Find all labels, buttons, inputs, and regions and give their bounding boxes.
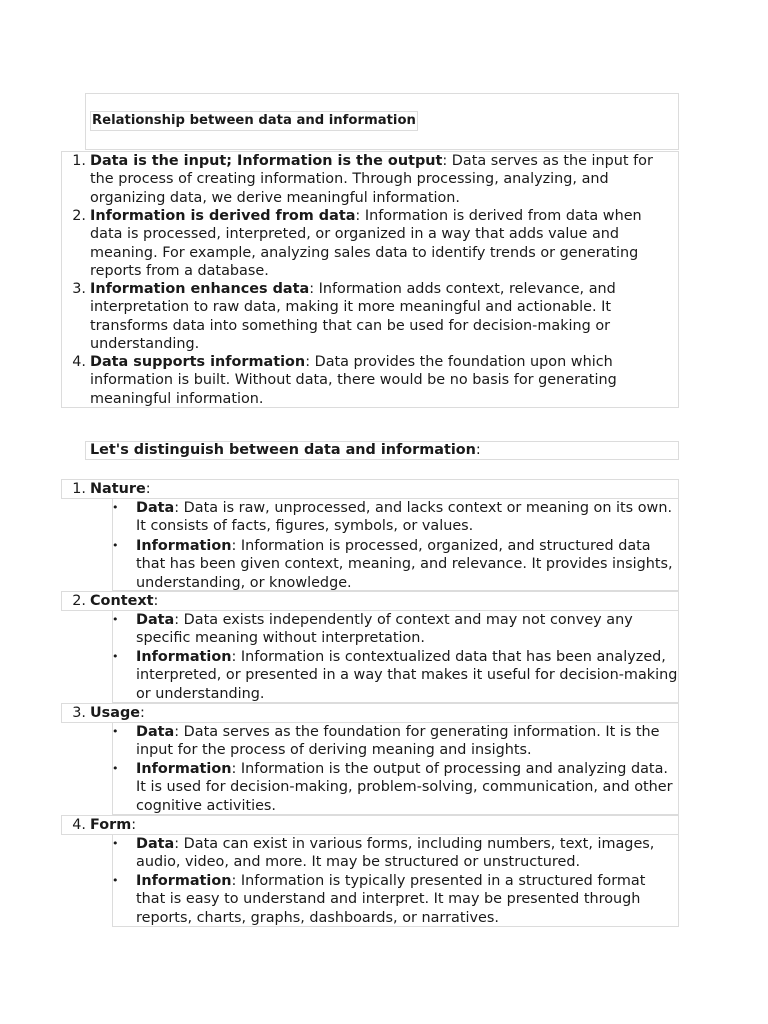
category-name: Nature [90,481,146,497]
bullet-text: : Information is contextualized data that has been analyzed, interpreted, or presented in a way that makes it useful for decision-making or understanding. [136,649,678,702]
bullet-icon: • [112,501,119,514]
bullet-label: Data [136,612,175,628]
list-item [72,152,678,207]
bullet-item-information [112,648,678,703]
bullet-icon: • [112,650,119,663]
bullet-icon: • [112,762,119,775]
section-heading-colon: : [475,442,481,458]
bullet-label: Information [136,649,232,665]
list-number: 3. [72,281,86,297]
bullet-icon: • [112,837,119,850]
section-heading-text: Let's distinguish between data and information [90,442,476,458]
category-header-box [61,479,679,499]
bullet-text: : Information is the output of processing and analyzing data. It is used for decision-making, problem-solving, communication, and other cognitive activities. [136,761,673,814]
list-item-text: : Information adds context, relevance, and interpretation to raw data, making it more meaningful and actionable. It transforms data into something that can be used for decision-making or understanding. [90,281,616,352]
list-item-title: Information enhances data [90,281,310,297]
list-item [72,280,678,353]
list-number: 1. [72,153,86,169]
bullet-text: : Data exists independently of context and may not convey any specific meaning without interpretation. [136,612,633,647]
list-number: 2. [72,208,86,224]
bullet-label: Information [136,873,232,889]
page-title: Relationship between data and information [90,111,418,131]
list-number: 3. [72,705,86,721]
bullet-label: Data [136,500,175,516]
category-colon: : [131,817,137,833]
list-item-text: : Data serves as the input for the process of creating information. Through processing, analyzing, and organizing data, we derive meaningful information. [90,153,653,206]
category-name: Context [90,593,154,609]
bullet-item-data [112,723,678,760]
bullet-icon: • [112,539,119,552]
list-item-text: : Data provides the foundation upon which information is built. Without data, there would be no basis for generating meaningful information. [90,354,617,407]
list-item-title: Data supports information [90,354,306,370]
bullet-label: Data [136,836,175,852]
category-item [72,816,137,834]
list-item-title: Information is derived from data [90,208,356,224]
category-name: Form [90,817,132,833]
list-number: 1. [72,481,86,497]
bullet-label: Information [136,538,232,554]
bullet-icon: • [112,874,119,887]
bullet-text: : Information is typically presented in a structured format that is easy to understand and interpret. It may be presented through reports, charts, graphs, dashboards, or narratives. [136,873,646,926]
bullet-item-data [112,611,678,648]
bullet-item-data [112,835,678,872]
category-item [72,480,151,498]
bullet-item-information [112,760,678,815]
category-header-box [61,703,679,723]
bullet-text: : Data serves as the foundation for generating information. It is the input for the process of deriving meaning and insights. [136,724,660,759]
list-item [72,353,678,408]
bullet-item-information [112,872,678,927]
bullet-item-data [112,499,678,536]
category-name: Usage [90,705,141,721]
category-colon: : [153,593,159,609]
category-item [72,704,145,722]
bullet-text: : Data can exist in various forms, including numbers, text, images, audio, video, and more. It may be structured or unstructured. [136,836,655,871]
category-header-box [61,815,679,835]
bullet-text: : Information is processed, organized, and structured data that has been given context, meaning, and relevance. It provides insights, understanding, or knowledge. [136,538,673,591]
list-number: 2. [72,593,86,609]
list-item-title: Data is the input; Information is the output [90,153,443,169]
bullet-label: Information [136,761,232,777]
section-heading [90,441,481,459]
list-number: 4. [72,817,86,833]
list-item-text: : Information is derived from data when data is processed, interpreted, or organized in a way that adds value and meaning. For example, analyzing sales data to identify trends or generating reports from a database. [90,208,642,279]
bullet-item-information [112,537,678,592]
category-colon: : [140,705,145,721]
bullet-icon: • [112,725,119,738]
category-item [72,592,159,610]
list-item [72,207,678,280]
category-colon: : [145,481,151,497]
list-number: 4. [72,354,86,370]
bullet-text: : Data is raw, unprocessed, and lacks context or meaning on its own. It consists of facts, figures, symbols, or values. [136,500,673,535]
bullet-icon: • [112,613,119,626]
bullet-label: Data [136,724,175,740]
